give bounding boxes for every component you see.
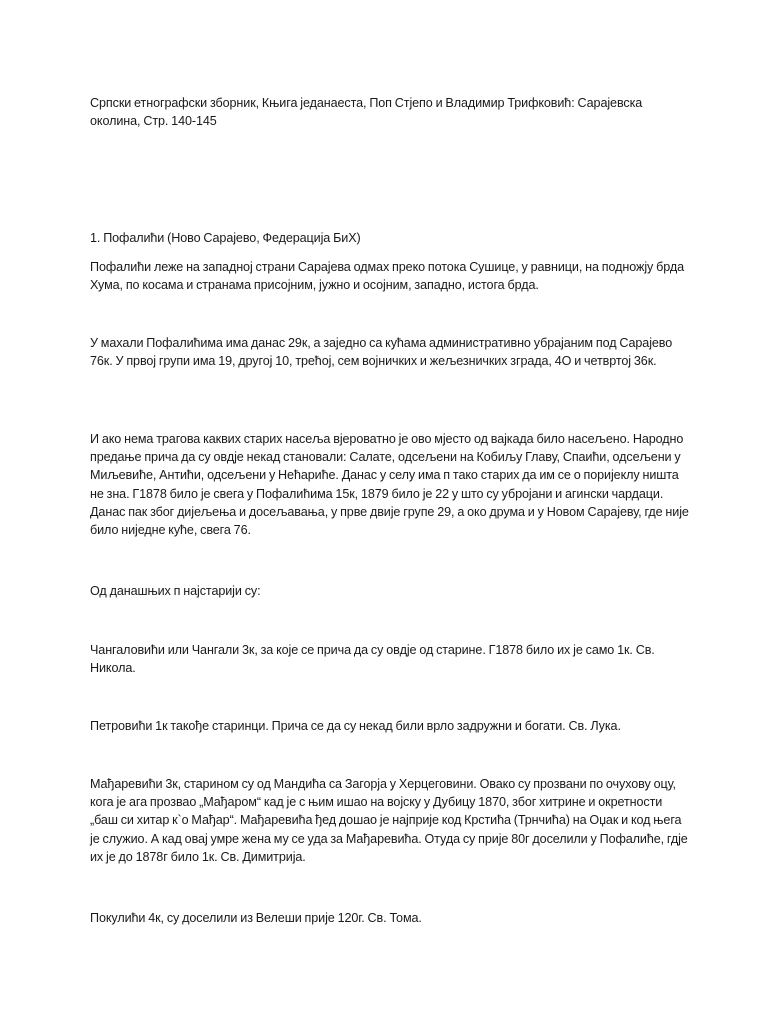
section-heading: 1. Пофалићи (Ново Сарајево, Федерација БиХ)	[90, 231, 361, 245]
paragraph-changalovici: Чангаловићи или Чангали 3к, за које се прича да су овдје од старине. Г1878 било их је само 1к. Св. Никола.	[90, 643, 655, 676]
paragraph-madjarevici: Мађаревићи 3к, старином су од Мандића са Загорја у Херцеговини. Овако су прозвани по очухову оцу, кога је ага прозвао „Мађаром“ кад је с њим ишао на војску у Дубицу 1870, због хитрине и окретности „баш си хитар к`о Мађар“. Мађаревића ђед дошао је најприје код Крстића (Трнчића) на Оџак и код њега је служио. А кад овај умре жена му се уда за Мађаревића. Отуда су прије 80г доселили у Пофалиће, гдје их је до 1878г било 1к. Св. Димитрија.	[90, 777, 688, 864]
paragraph-households: У махали Пофалићима има данас 29к, а заједно са кућама административно убрајаним под Сарајево 76к. У првој групи има 19, другој 10, трећој, сем војничких и жељезничких зграда, 4О и четвртој 36к.	[90, 336, 673, 369]
paragraph-oldest-intro: Од данашњих п најстарији су:	[90, 584, 261, 598]
paragraph-pokulici: Покулићи 4к, су доселили из Велеши прије 120г. Св. Тома.	[90, 911, 422, 925]
paragraph-location: Пофалићи леже на западној страни Сарајева одмах преко потока Сушице, у равници, на подножју брда Хума, по косама и странама присојним, јужно и осојним, западно, истога брда.	[90, 260, 684, 293]
paragraph-history: И ако нема трагова каквих старих насеља вјероватно је ово мјесто од вајкада било насељено. Народно предање прича да су овдје некад становали: Салате, одсељени на Кобиљу Главу, Спаићи, одсељени у Миљевиће, Антићи, одсељени у Нећариће. Данас у селу има п тако старих да им се о поријеклу ништа не зна. Г1878 било је свега у Пофалићима 15к, 1879 било је 22 у што су убројани и агински чардаци. Данас пак због дијељења и досељавања, у прве двије групе 29, а око друма и у Новом Сарајеву, где није било ниједне куће, свега 76.	[90, 432, 689, 538]
paragraph-petrovici: Петровићи 1к такође старинци. Прича се да су некад били врло задружни и богати. Св. Лука.	[90, 719, 621, 733]
source-citation: Српски етнографски зборник, Књига једанаеста, Поп Стјепо и Владимир Трифковић: Сарајевска околина, Стр. 140-145	[90, 96, 643, 129]
